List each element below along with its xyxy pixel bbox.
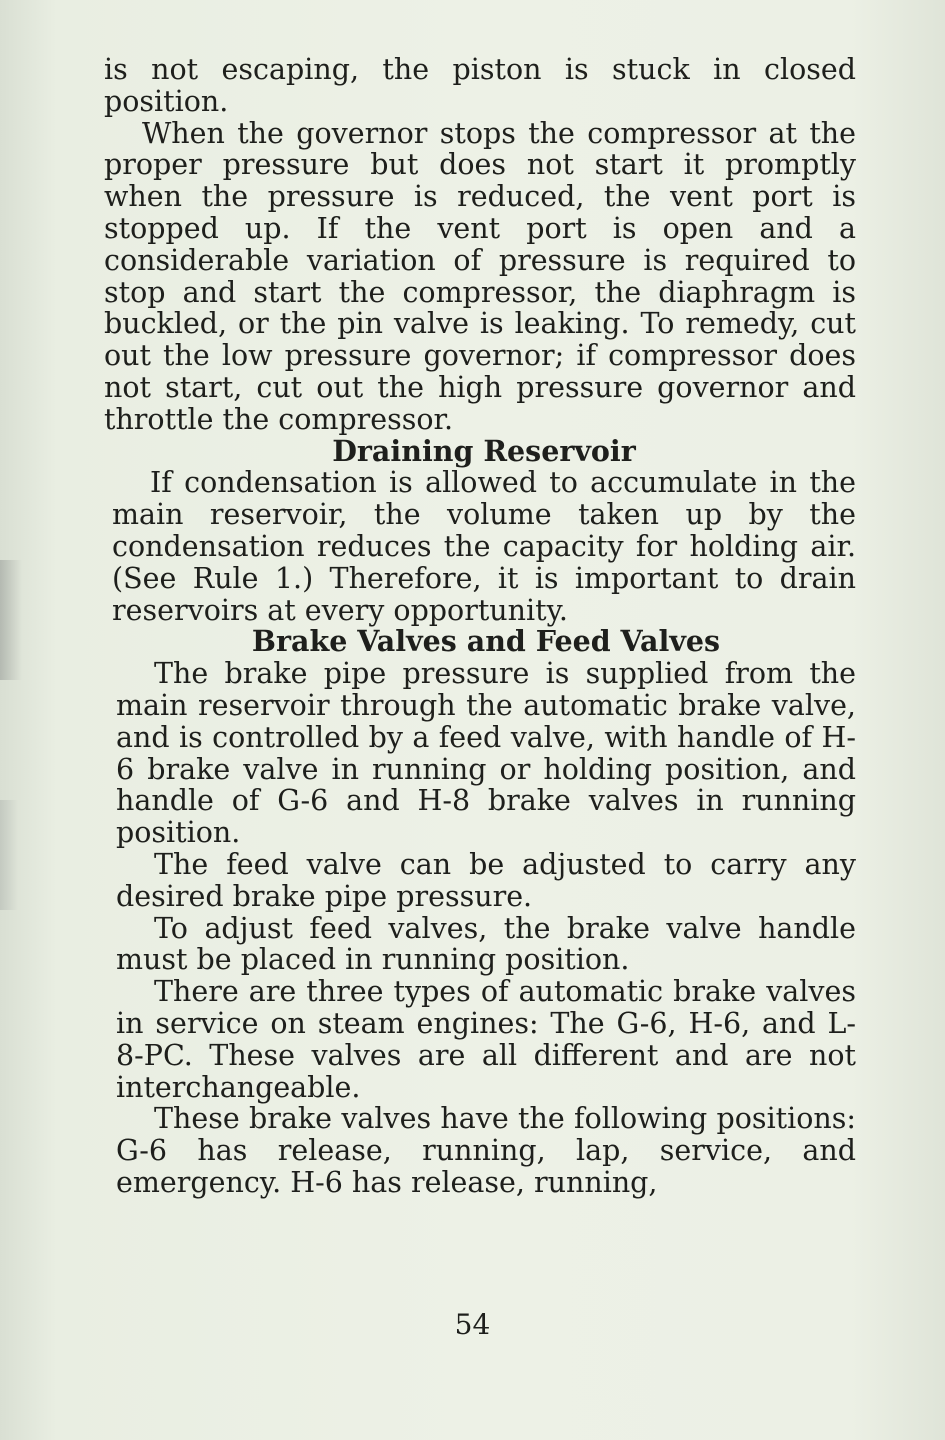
page-text <box>104 54 856 1199</box>
paragraph-adjust: To adjust feed valves, the brake valve handle must be placed in running position. <box>116 911 856 977</box>
page-edge-shadow <box>0 560 22 680</box>
paragraph-governor: When the governor stops the compressor at the proper pressure but does not start it promptly when the pressure is reduced, the vent port is stopped up. If the vent port is open and a considerable variation of pressure is required to stop and start the compressor, the diaphragm is buckled, or the pin valve is leaking. To remedy, cut out the low pressure governor; if compressor does not start, cut out the high pressure governor and throttle the compressor. <box>104 116 856 436</box>
paragraph-continuation: is not escaping, the piston is stuck in closed position. <box>104 53 856 118</box>
paragraph-types: There are three types of automatic brake valves in service on steam engines: The G-6, H-6, and L-8-PC. These valves are all different and are not interchangeable. <box>116 975 856 1104</box>
page-number: 54 <box>454 1308 491 1341</box>
paragraph-brake-pipe: The brake pipe pressure is supplied from the main reservoir through the automatic brake valve, and is controlled by a feed valve, with handle of H-6 brake valve in running or holding position, and handle of G-6 and H-8 brake valves in running position. <box>116 657 856 850</box>
section-heading-brake-valves: Brake Valves and Feed Valves <box>251 624 721 659</box>
paragraph-feed-valve: The feed valve can be adjusted to carry any desired brake pipe pressure. <box>116 847 856 913</box>
paragraph-positions: These brake valves have the following positions: G-6 has release, running, lap, service, and emergency. H-6 has release, running, <box>116 1102 856 1199</box>
page-edge-shadow <box>0 800 18 910</box>
paragraph-draining: If condensation is allowed to accumulate in the main reservoir, the volume taken up by the condensation reduces the capacity for holding air. (See Rule 1.) Therefore, it is important to drain reservoirs at every opportunity. <box>112 466 856 627</box>
section-draining-reservoir <box>104 433 856 627</box>
section-heading-draining: Draining Reservoir <box>332 433 636 468</box>
section-brake-valves <box>104 626 856 1198</box>
